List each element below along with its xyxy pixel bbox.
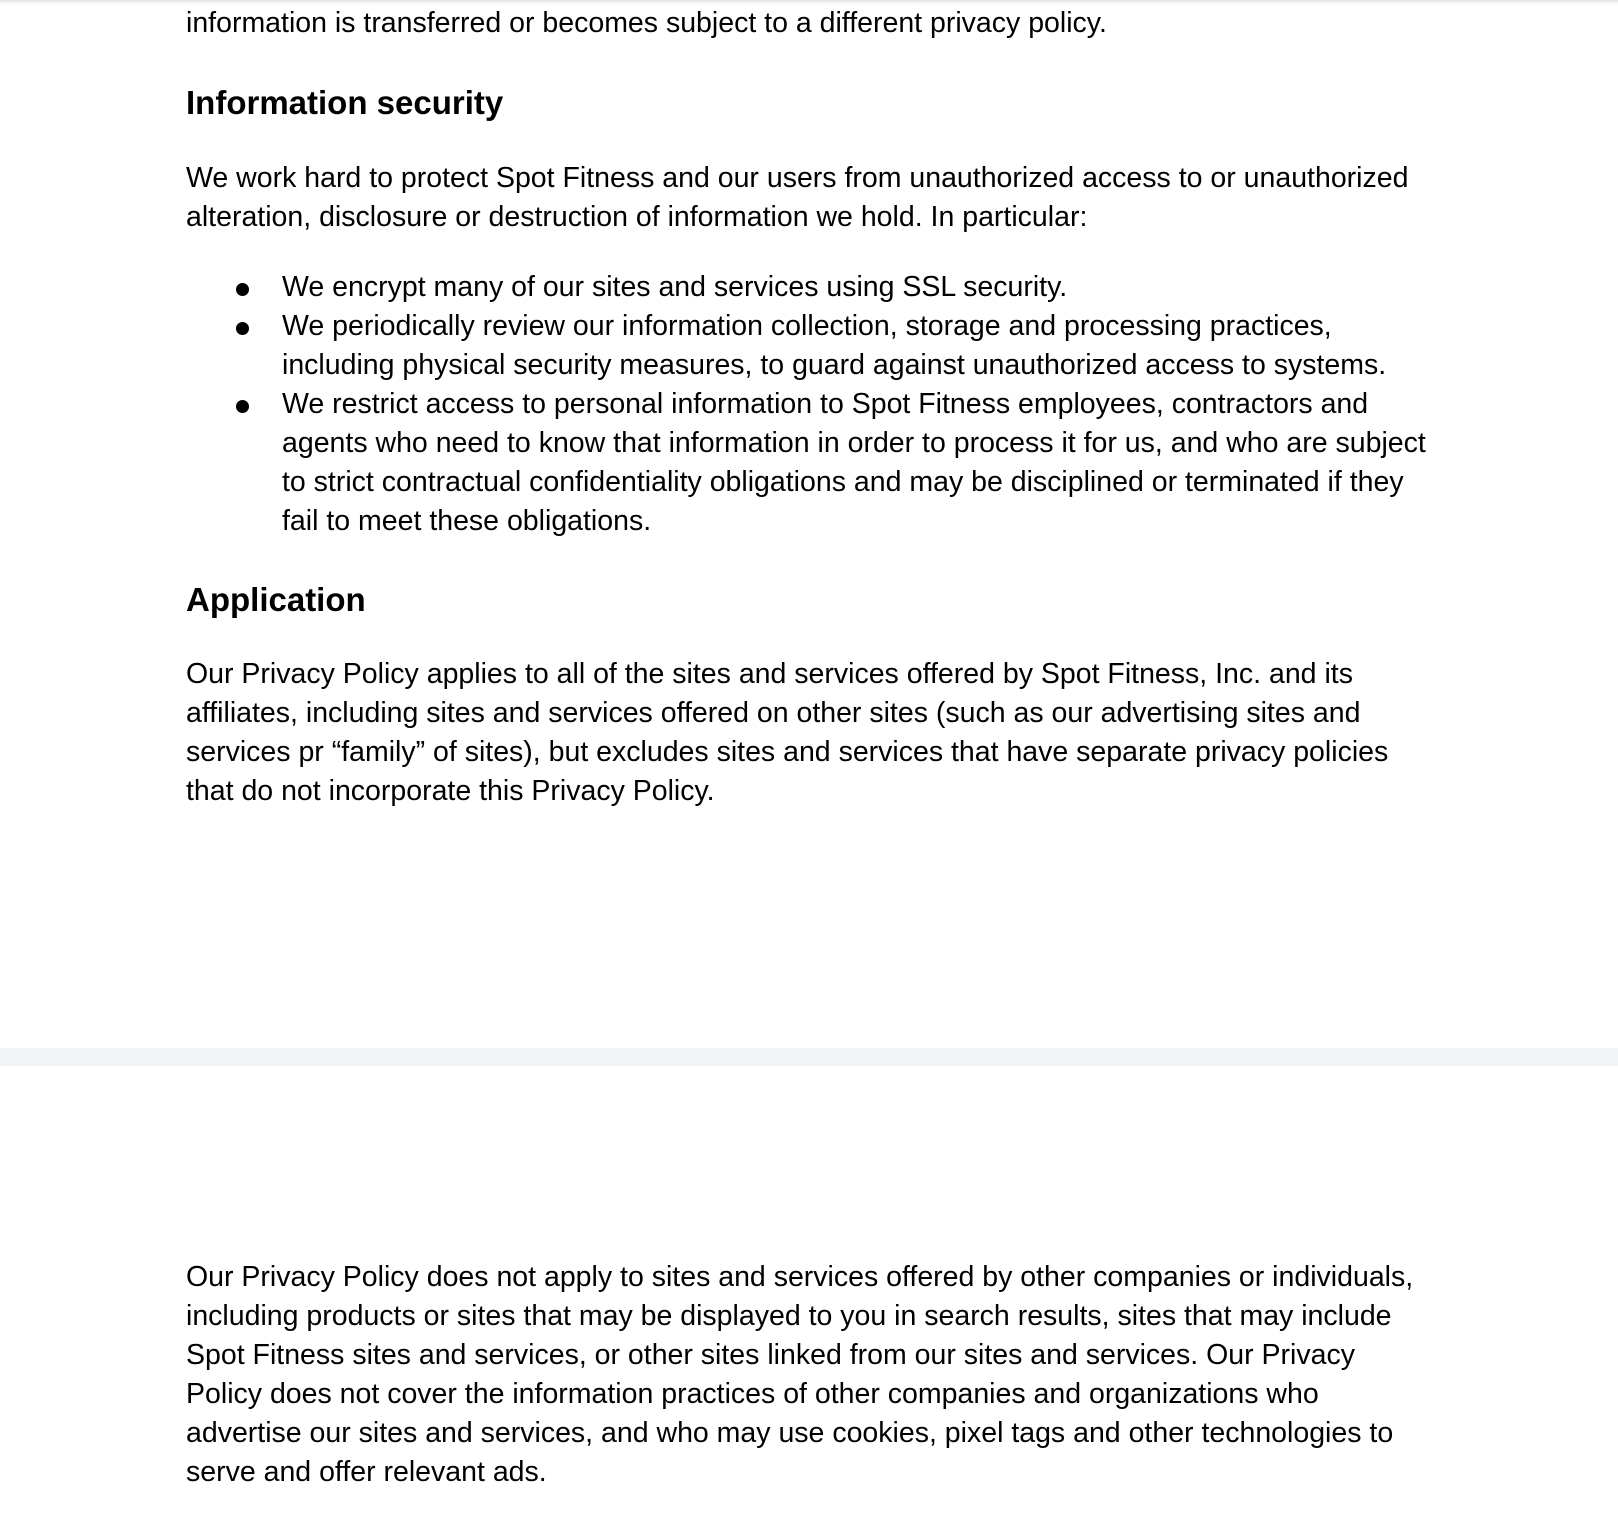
security-bullet-list — [186, 268, 1446, 541]
list-item — [186, 268, 1446, 307]
list-item-text: We periodically review our information collection, storage and processing practices, including physical security measures, to guard against unauthorized access to systems. — [282, 310, 1387, 381]
section-heading-application: Application — [186, 581, 366, 618]
list-item-text: We restrict access to personal information to Spot Fitness employees, contractors and agents who need to know that information in order to process it for us, and who are subject to strict contractual confidentiality obligations and may be disciplined or terminated if they fail to meet these obligations. — [282, 388, 1426, 537]
intro-fragment: information is transferred or becomes subject to a different privacy policy. — [186, 7, 1107, 39]
application-paragraph: Our Privacy Policy applies to all of the sites and services offered by Spot Fitness, Inc. and its affiliates, including sites and services offered on other sites (such as our advertising sites and services pr “family” of sites), but excludes sites and services that have separate privacy policies that do not incorporate this Privacy Policy. — [186, 658, 1389, 807]
exclusion-paragraph: Our Privacy Policy does not apply to sites and services offered by other companies or individuals, including products or sites that may be displayed to you in search results, sites that may include Spot Fitness sites and services, or other sites linked from our sites and services. Our Privacy Policy does not cover the information practices of other companies and organizations who advertise our sites and services, and who may use cookies, pixel tags and other technologies to serve and offer relevant ads. — [186, 1261, 1414, 1488]
bullet-icon — [236, 322, 249, 335]
list-item — [186, 385, 1446, 541]
bullet-icon — [236, 400, 249, 413]
section-heading-information-security: Information security — [186, 84, 504, 121]
document-page-2 — [0, 1066, 1618, 1522]
security-paragraph: We work hard to protect Spot Fitness and our users from unauthorized access to or unauthorized alteration, disclosure or destruction of information we hold. In particular: — [186, 162, 1409, 233]
list-item-text: We encrypt many of our sites and services using SSL security. — [282, 271, 1068, 303]
bullet-icon — [236, 283, 249, 296]
list-item — [186, 307, 1446, 385]
